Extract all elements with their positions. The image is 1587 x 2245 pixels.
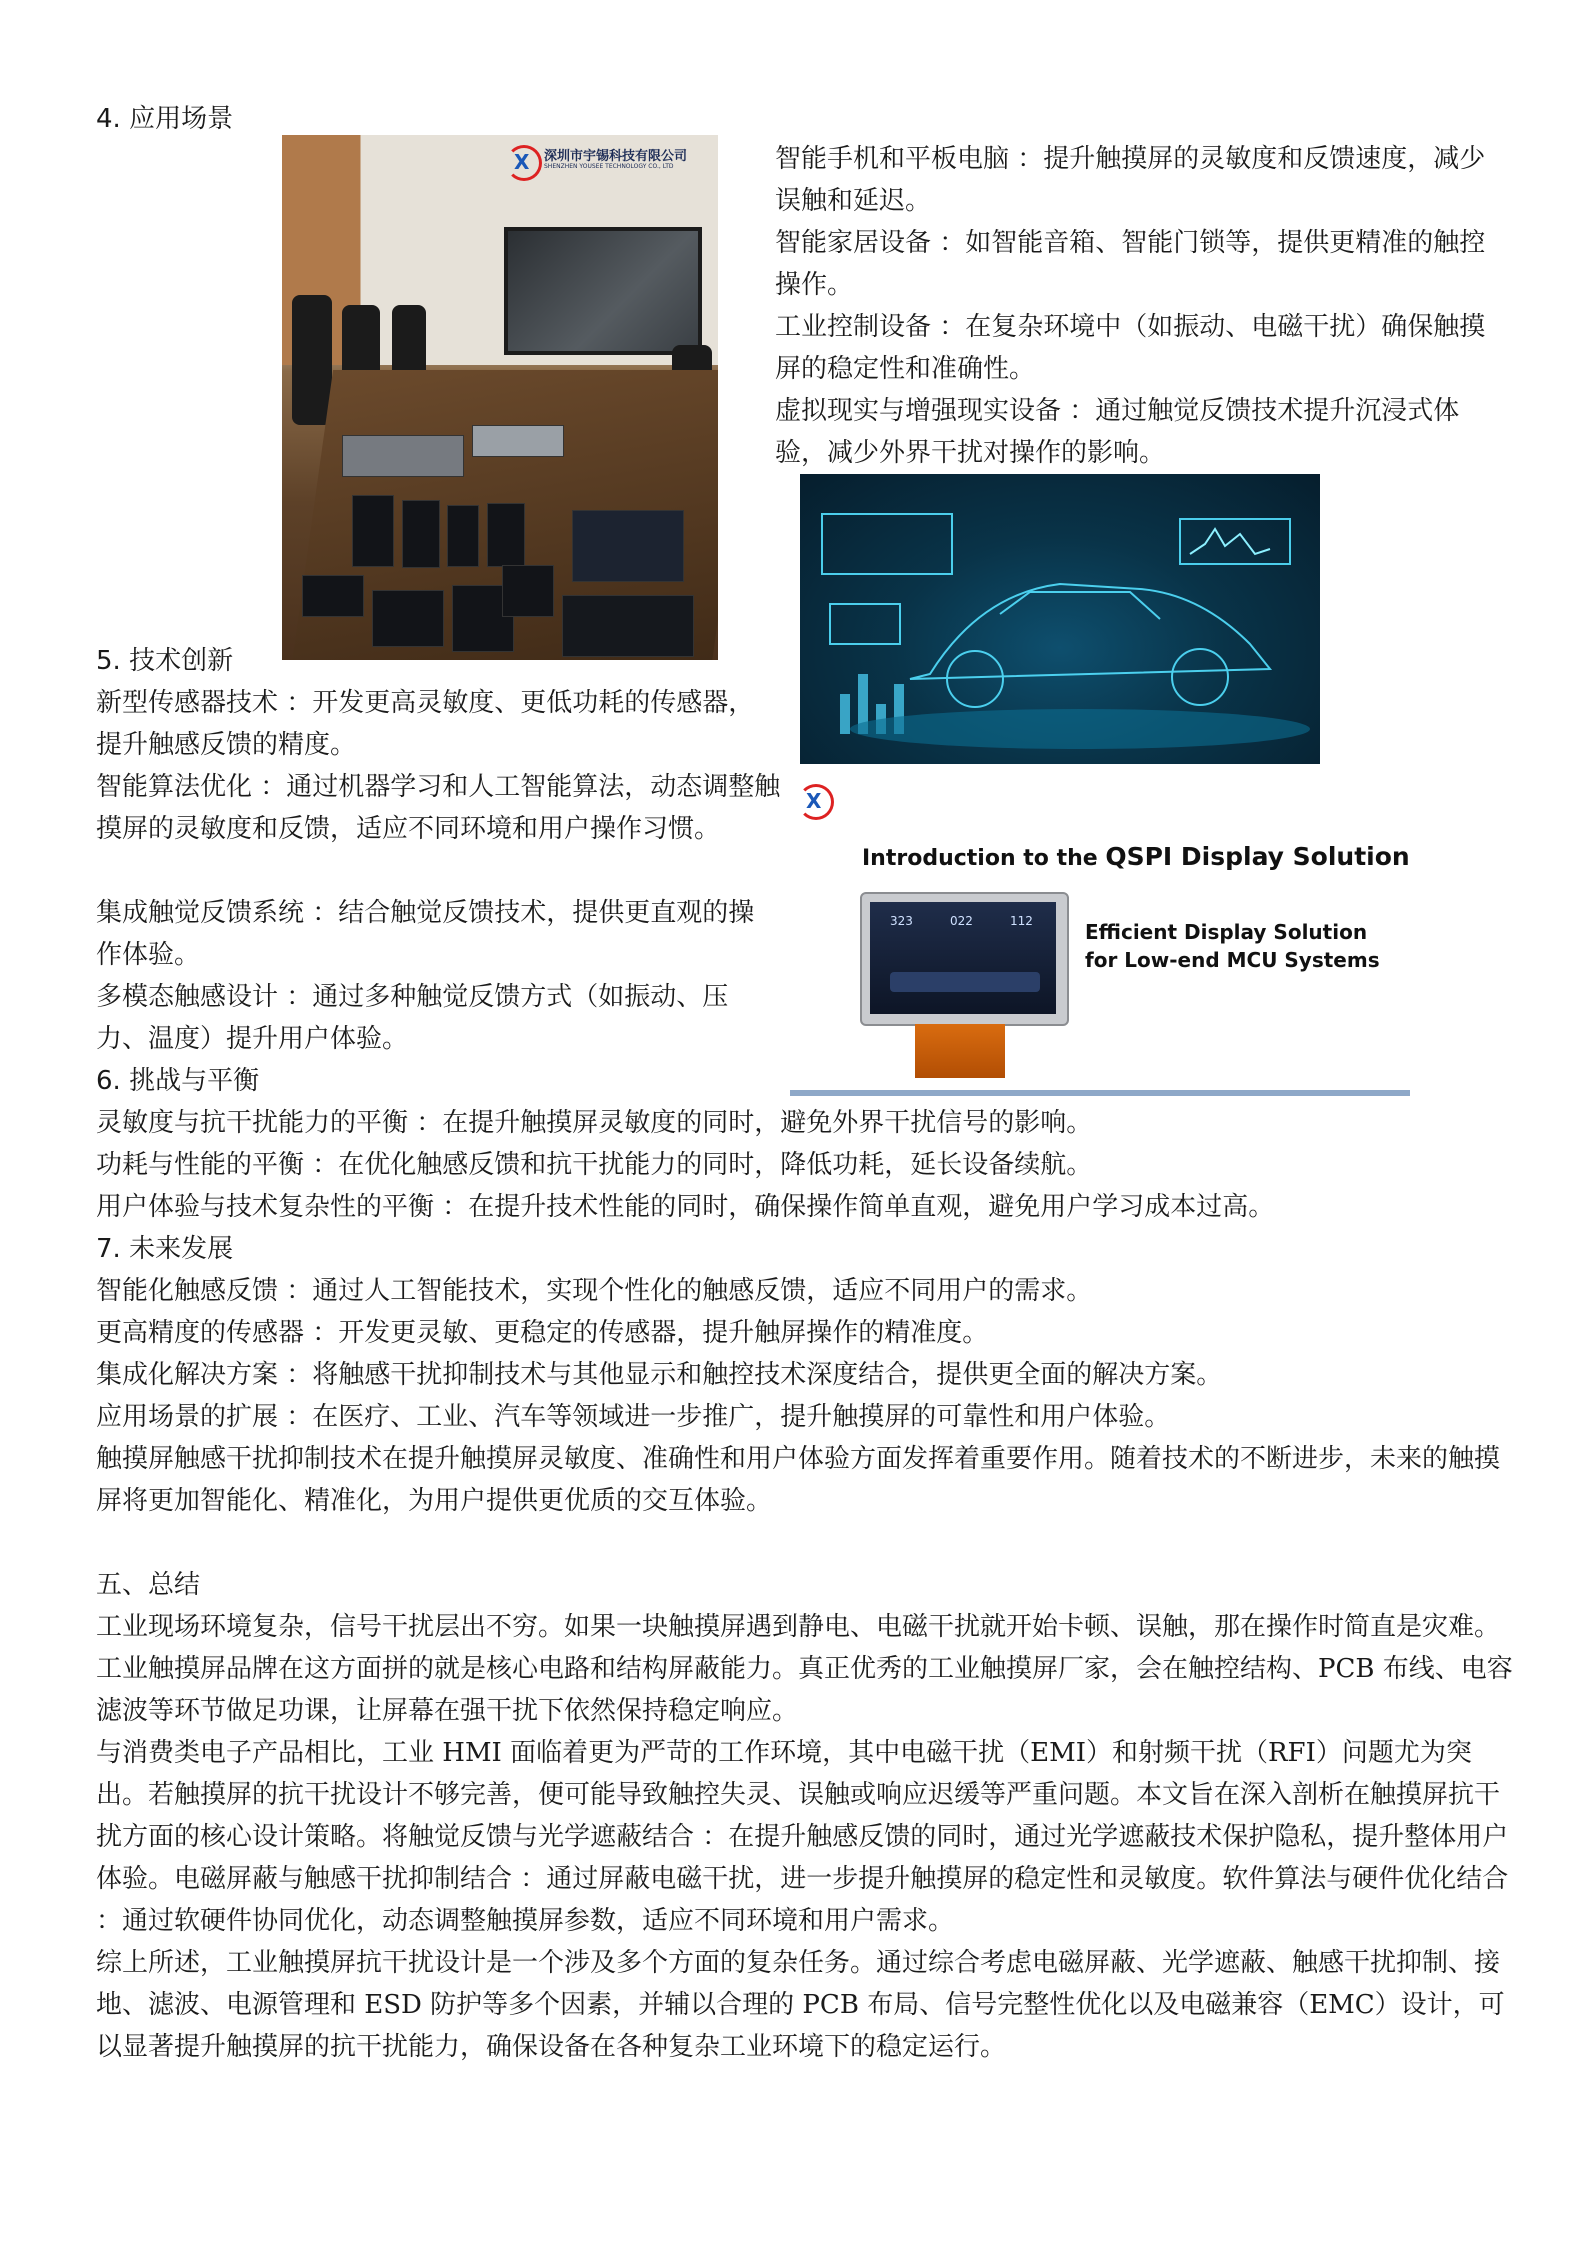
section-6-heading: 6. 挑战与平衡 [96,1066,260,1096]
car-hologram-image [800,474,1320,764]
office-photo [282,135,718,660]
summary-para-1: 工业现场环境复杂，信号干扰层出不穷。如果一块触摸屏遇到静电、电磁干扰就开始卡顿、误触，那在操作时简直是灾难。工业触摸屏品牌在这方面拼的就是核心电路和结构屏蔽能力。真正优秀的工业触摸屏厂家，会在触控结构、PCB 布线、电容滤波等环节做足功课，让屏幕在强干扰下依然保持稳定响应。 [96,1612,1513,1726]
company-logo: X 深圳市宇锡科技有限公司 SHENZHEN YOUSEE TECHNOLOGY CO., LTD [502,141,717,181]
s4-item-1: 智能手机和平板电脑 ：提升触摸屏的灵敏度和反馈速度，减少误触和延迟。 [775,144,1486,216]
s4-item-3: 工业控制设备 ：在复杂环境中（如振动、电磁干扰）确保触摸屏的稳定性和准确性。 [775,312,1486,384]
s7-conclusion: 触摸屏触感干扰抑制技术在提升触摸屏灵敏度、准确性和用户体验方面发挥着重要作用。随着技术的不断进步，未来的触摸屏将更加智能化、精准化，为用户提供更优质的交互体验。 [96,1444,1501,1516]
qspi-title: Introduction to the QSPI Display Solution [862,842,1410,871]
yousee-logo-icon: X [798,784,834,820]
section-5-heading: 5. 技术创新 [96,646,234,676]
summary-para-3: 综上所述，工业触摸屏抗干扰设计是一个涉及多个方面的复杂任务。通过综合考虑电磁屏蔽、光学遮蔽、触感干扰抑制、接地、滤波、电源管理和 ESD 防护等多个因素，并辅以合理的 PCB 布局、信号完整性优化以及电磁兼容（EMC）设计，可以显著提升触摸屏的抗干扰能力，确保设备在各种复杂工业环境下的稳定运行。 [96,1948,1505,2062]
s7-item-2: 更高精度的传感器 ：开发更灵敏、更稳定的传感器，提升触屏操作的精准度。 [96,1318,989,1348]
qspi-subtitle-2: for Low-end MCU Systems [1085,948,1380,972]
s7-item-1: 智能化触感反馈 ：通过人工智能技术，实现个性化的触感反馈，适应不同用户的需求。 [96,1276,1093,1306]
s5-item-1: 新型传感器技术 ：开发更高灵敏度、更低功耗的传感器，提升触感反馈的精度。 [96,688,755,760]
s7-item-4: 应用场景的扩展 ：在医疗、工业、汽车等领域进一步推广，提升触摸屏的可靠性和用户体验。 [96,1402,1171,1432]
s5-item-2: 智能算法优化 ：通过机器学习和人工智能算法，动态调整触摸屏的灵敏度和反馈，适应不同环境和用户操作习惯。 [96,772,781,844]
summary-para-2: 与消费类电子产品相比，工业 HMI 面临着更为严苛的工作环境，其中电磁干扰（EMI）和射频干扰（RFI）问题尤为突出。若触摸屏的抗干扰设计不够完善，便可能导致触控失灵、误触或响应迟缓等严重问题。本文旨在深入剖析在触摸屏抗干扰方面的核心设计策略。将触觉反馈与光学遮蔽结合 ：在提升触感反馈的同时，通过光学遮蔽技术保护隐私，提升整体用户体验。电磁屏蔽与触感干扰抑制结合 ：通过屏蔽电磁干扰，进一步提升触摸屏的稳定性和灵敏度。软件算法与硬件优化结合 ：通过软硬件协同优化，动态调整触摸屏参数，适应不同环境和用户需求。 [96,1738,1517,1936]
s4-item-4: 虚拟现实与增强现实设备 ：通过触觉反馈技术提升沉浸式体验，减少外界干扰对操作的影响。 [775,396,1460,468]
s6-item-2: 功耗与性能的平衡 ：在优化触感反馈和抗干扰能力的同时，降低功耗，延长设备续航。 [96,1150,1093,1180]
s7-item-3: 集成化解决方案 ：将触感干扰抑制技术与其他显示和触控技术深度结合，提供更全面的解决方案。 [96,1360,1223,1390]
s4-item-2: 智能家居设备 ：如智能音箱、智能门锁等，提供更精准的触控操作。 [775,228,1486,300]
s5-item-3: 集成触觉反馈系统 ：结合触觉反馈技术，提供更直观的操作体验。 [96,898,755,970]
qspi-display-image [790,780,1410,1098]
summary-heading: 五、总结 [96,1570,201,1600]
qspi-subtitle-1: Efficient Display Solution [1085,920,1368,944]
s6-item-3: 用户体验与技术复杂性的平衡 ：在提升技术性能的同时，确保操作简单直观，避免用户学习成本过高。 [96,1192,1275,1222]
section-4-heading: 4. 应用场景 [96,104,234,134]
s6-item-1: 灵敏度与抗干扰能力的平衡 ：在提升触摸屏灵敏度的同时，避免外界干扰信号的影响。 [96,1108,1093,1138]
s5-item-4: 多模态触感设计 ：通过多种触觉反馈方式（如振动、压力、温度）提升用户体验。 [96,982,729,1054]
lcd-panel: 323 022 112 [860,892,1069,1026]
section-7-heading: 7. 未来发展 [96,1234,234,1264]
